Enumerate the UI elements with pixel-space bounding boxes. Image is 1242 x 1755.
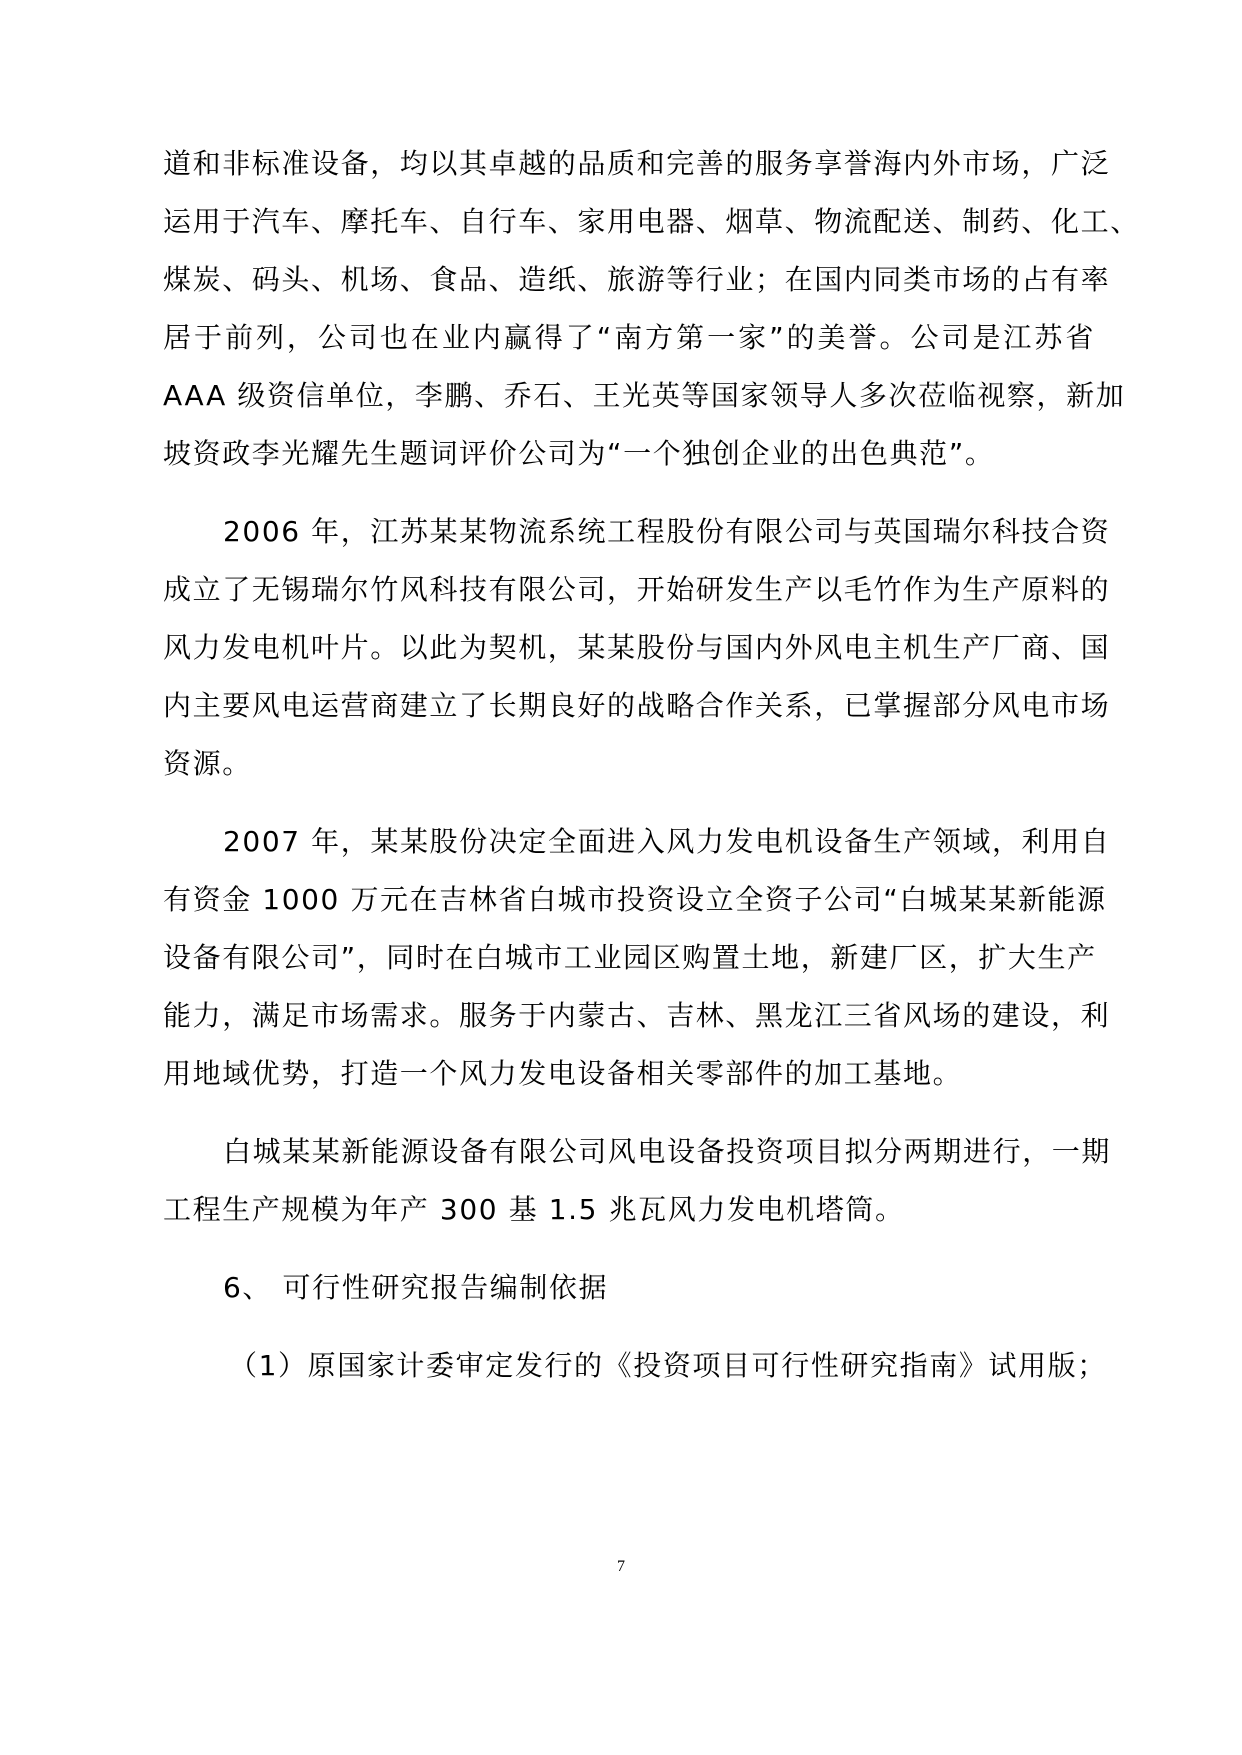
body-text bbox=[163, 135, 1140, 1395]
paragraph-2007 bbox=[163, 813, 1111, 1103]
list-item: （1）原国家计委审定发行的《投资项目可行性研究指南》试用版； bbox=[229, 1349, 1107, 1382]
paragraph-line: 2006 年，江苏某某物流系统工程股份有限公司与英国瑞尔科技合资 bbox=[223, 515, 1111, 548]
paragraph-line: 有资金 1000 万元在吉林省白城市投资设立全资子公司“白城某某新能源 bbox=[163, 883, 1107, 916]
paragraph-line: 居于前列，公司也在业内赢得了“南方第一家”的美誉。公司是江苏省 bbox=[163, 321, 1095, 354]
paragraph-line: 用地域优势，打造一个风力发电设备相关零部件的加工基地。 bbox=[163, 1057, 963, 1090]
page-number: 7 bbox=[617, 1558, 625, 1575]
paragraph-line: AAA 级资信单位，李鹏、乔石、王光英等国家领导人多次莅临视察，新加 bbox=[163, 379, 1126, 412]
paragraph-line: 煤炭、码头、机场、食品、造纸、旅游等行业；在国内同类市场的占有率 bbox=[163, 263, 1111, 296]
paragraph-line: 运用于汽车、摩托车、自行车、家用电器、烟草、物流配送、制药、化工、 bbox=[163, 205, 1140, 238]
paragraph-line: 2007 年，某某股份决定全面进入风力发电机设备生产领域，利用自 bbox=[223, 825, 1111, 858]
paragraph-line: 白城某某新能源设备有限公司风电设备投资项目拟分两期进行，一期 bbox=[223, 1135, 1112, 1168]
paragraph-line: 能力，满足市场需求。服务于内蒙古、吉林、黑龙江三省风场的建设，利 bbox=[163, 999, 1111, 1032]
paragraph-line: 工程生产规模为年产 300 基 1.5 兆瓦风力发电机塔筒。 bbox=[163, 1193, 905, 1226]
section-heading: 6、 可行性研究报告编制依据 bbox=[223, 1271, 609, 1304]
paragraph-line: 坡资政李光耀先生题词评价公司为“一个独创企业的出色典范”。 bbox=[163, 437, 995, 470]
paragraph-company-profile bbox=[163, 135, 1140, 483]
paragraph-line: 成立了无锡瑞尔竹风科技有限公司，开始研发生产以毛竹作为生产原料的 bbox=[163, 573, 1111, 606]
paragraph-line: 风力发电机叶片。以此为契机，某某股份与国内外风电主机生产厂商、国 bbox=[163, 631, 1111, 664]
paragraph-line: 道和非标准设备，均以其卓越的品质和完善的服务享誉海内外市场，广泛 bbox=[163, 147, 1111, 180]
paragraph-line: 资源。 bbox=[163, 747, 252, 780]
paragraph-project bbox=[163, 1123, 1112, 1239]
paragraph-line: 内主要风电运营商建立了长期良好的战略合作关系，已掌握部分风电市场 bbox=[163, 689, 1111, 722]
paragraph-line: 设备有限公司”，同时在白城市工业园区购置土地，新建厂区，扩大生产 bbox=[163, 941, 1097, 974]
paragraph-2006 bbox=[163, 503, 1111, 793]
